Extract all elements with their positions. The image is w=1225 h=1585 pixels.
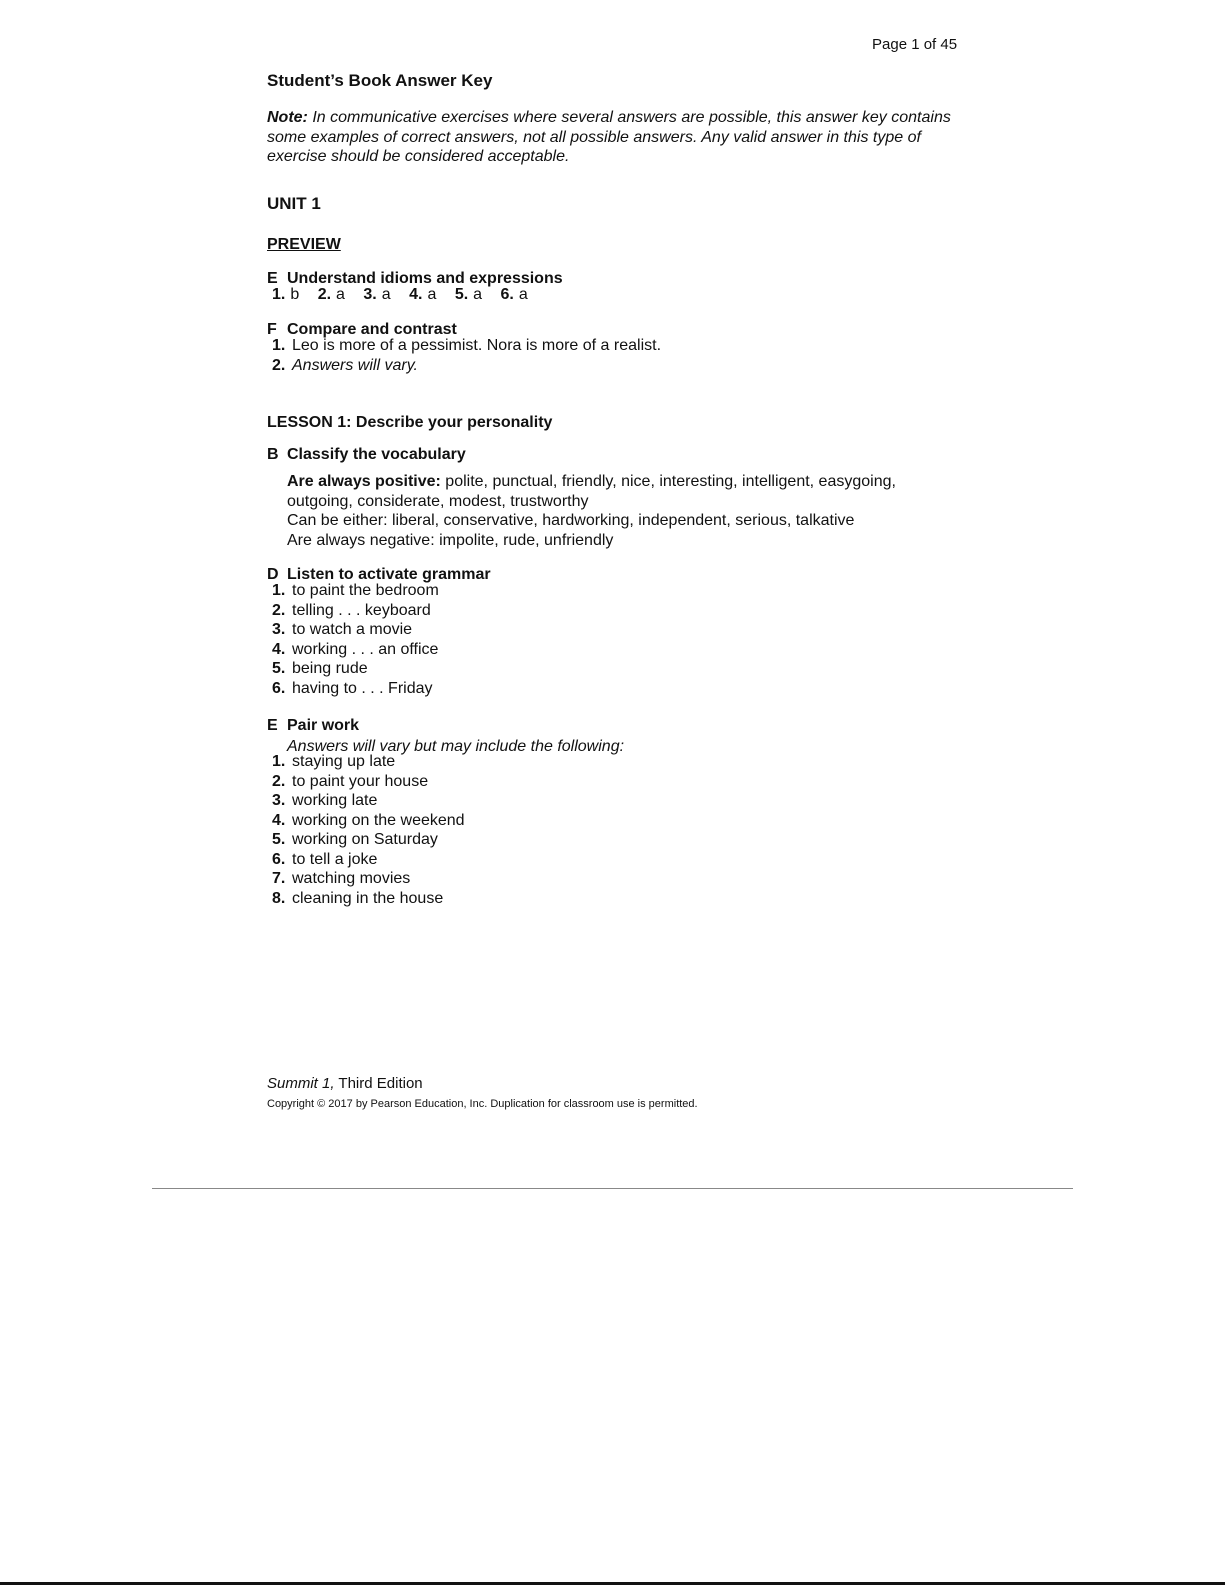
note-paragraph [267,108,967,167]
lesson-heading: LESSON 1: Describe your personality [267,414,553,431]
footer-book-title [267,1075,423,1092]
list-item: 4. working . . . an office [272,640,439,658]
answer-item: 5. a [454,286,483,303]
answer-item: 6. a [500,286,528,303]
answer-item: 1. b [272,286,300,303]
section-heading-lesson-b [267,446,466,464]
answer-list-lesson-e [272,752,465,908]
list-item: 5. working on Saturday [272,831,438,848]
list-item: 8. cleaning in the house [272,889,444,907]
answer-item: 2. a [317,286,345,303]
section-title: Understand idioms and expressions [287,270,563,287]
page-number: Page 1 of 45 [872,36,958,53]
list-item: 3. to watch a movie [272,621,413,638]
unit-heading: UNIT 1 [267,194,321,213]
section-letter: F [267,321,277,338]
document-title: Student’s Book Answer Key [267,71,493,90]
section-title: Pair work [287,717,360,734]
either-line: Can be either: liberal, conservative, hardworking, independent, serious, talkative [287,512,855,529]
footer-copyright: Copyright © 2017 by Pearson Education, Inc. Duplication for classroom use is permitted. [267,1098,698,1110]
list-item: 2. Answers will vary. [272,356,418,374]
book-edition: Third Edition [338,1075,423,1092]
list-item: 5. being rude [272,660,368,677]
section-letter: D [267,566,279,583]
list-item: 2. to paint your house [272,772,429,790]
section-title: Classify the vocabulary [287,446,466,463]
preview-heading: PREVIEW [267,236,341,253]
list-item: 6. having to . . . Friday [272,679,433,697]
answer-list-lesson-d [272,581,439,698]
section-heading-lesson-e [267,717,359,735]
section-letter: E [267,717,278,734]
note-label: Note: [267,109,308,126]
list-item: 4. working on the weekend [272,811,465,829]
negative-line: Are always negative: impolite, rude, unfriendly [287,531,614,549]
answer-list-preview-f [272,336,661,375]
list-item: 1. to paint the bedroom [272,582,439,599]
list-item: 6. to tell a joke [272,850,378,868]
answer-item: 4. a [409,286,437,303]
answer-item: 3. a [363,286,391,303]
list-item: 7. watching movies [272,870,411,887]
list-item: 2. telling . . . keyboard [272,601,431,619]
list-item: 1. Leo is more of a pessimist. Nora is more of a realist. [272,337,662,354]
page-divider [152,1188,1073,1189]
section-letter: B [267,446,279,463]
list-item: 3. working late [272,792,378,809]
note-text: In communicative exercises where several answers are possible, this answer key contains some examples of correct answers, not all possible answers. Any valid answer in this type of exercise should be considered acceptable. [267,109,951,165]
positive-line: Are always positive: polite, punctual, friendly, nice, interesting, intelligent, easygoing, outgoing, considerate, modest, trustworthy [287,473,896,510]
section-letter: E [267,270,278,287]
vocabulary-classification [287,472,947,550]
book-title: Summit 1, [267,1075,335,1092]
list-item: 1. staying up late [272,753,396,770]
section-title: Compare and contrast [287,321,457,338]
pair-work-intro: Answers will vary but may include the following: [287,738,625,755]
answer-row-preview-e [272,286,542,304]
section-title: Listen to activate grammar [287,566,491,583]
